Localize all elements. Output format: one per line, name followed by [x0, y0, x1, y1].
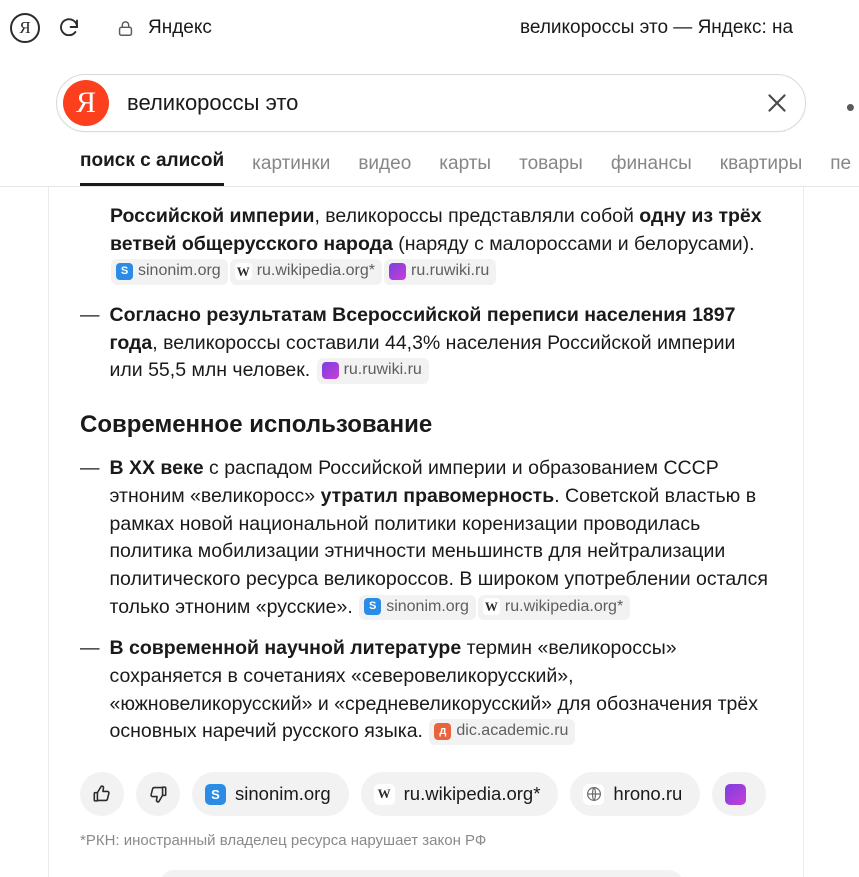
bullet-text [110, 455, 774, 621]
bullet-body-2: . Советской властью в рамках новой национальной политики коренизации проводилась политика мобилизации этничности меньшинств для нейтрализации политического ресурса великороссов. В широком употреблении остался только этноним «русские». [109, 484, 768, 618]
lock-icon [112, 15, 138, 41]
wikipedia-favicon-icon: W [484, 598, 498, 614]
source-button-wikipedia[interactable] [361, 772, 559, 816]
yandex-logo-icon: Я [63, 80, 109, 126]
close-icon[interactable] [757, 83, 797, 123]
list-item [80, 302, 773, 385]
tab-tovary[interactable]: товары [519, 153, 583, 174]
source-button-ruwiki[interactable] [712, 772, 766, 816]
thumbs-down-icon[interactable] [136, 772, 180, 816]
search-input[interactable] [109, 89, 757, 117]
sinonim-favicon-icon: S [364, 598, 381, 615]
tab-more[interactable]: пе [830, 153, 852, 174]
bullet-bold-xx: В XX веке [109, 457, 204, 480]
address-bar[interactable] [112, 15, 212, 41]
browser-tab-title[interactable]: великороссы это — Яндекс: на [520, 17, 794, 38]
bullet-text [110, 635, 774, 746]
content-area [0, 187, 859, 877]
wikipedia-favicon-icon: W [374, 784, 395, 805]
source-chip-label: sinonim.org [386, 597, 469, 615]
thumbs-up-icon[interactable] [80, 772, 124, 816]
search-box[interactable] [56, 74, 806, 132]
source-chip-label: ru.wikipedia.org* [504, 597, 624, 615]
source-button-label: hrono.ru [613, 783, 683, 804]
source-chip-wikipedia[interactable] [478, 595, 630, 621]
bullet-dash: — [80, 304, 100, 327]
bullet-dash: — [80, 637, 100, 660]
tab-karty[interactable]: карты [439, 153, 492, 174]
lead-tail-text: (наряду с малороссами и белорусами). [392, 232, 755, 255]
browser-toolbar [0, 0, 859, 56]
source-button-label: sinonim.org [235, 783, 331, 804]
lead-bold-empire: Российской империи [110, 205, 315, 227]
ruwiki-favicon-icon [389, 263, 406, 280]
left-rail [0, 187, 49, 877]
bullet-body-1: с распадом Российской империи и образованием СССР этноним «великоросс» [109, 457, 719, 507]
toolbar-left-controls [10, 13, 212, 43]
list-item [80, 635, 773, 746]
source-button-sinonim[interactable] [192, 772, 349, 816]
list-item [80, 455, 773, 621]
ruwiki-favicon-icon [725, 784, 746, 805]
bullet-bold: Согласно результатам Всероссийской переписи населения 1897 года [109, 304, 736, 354]
bullet-body: термин «великороссы» сохраняется в сочетаниях «северовеликорусский», «южновеликорусский» и «средневеликорусский» для обозначения трёх основных наречий русского языка. [109, 637, 758, 743]
source-chip-dic-academic[interactable] [429, 719, 575, 745]
lead-paragraph [110, 203, 773, 286]
source-chip-sinonim[interactable] [359, 595, 476, 621]
source-chip-ruwiki[interactable] [384, 259, 496, 285]
tab-poisk-s-alisoy[interactable]: поиск с алисой [80, 150, 224, 186]
tab-kvartiry[interactable]: квартиры [719, 153, 803, 174]
sinonim-favicon-icon: S [116, 263, 133, 280]
sinonim-favicon-icon: S [205, 784, 226, 805]
source-chip-label: ru.ruwiki.ru [410, 262, 490, 280]
source-chip-sinonim[interactable] [111, 259, 228, 285]
next-result-card-peek [160, 870, 683, 877]
tab-finansy[interactable]: финансы [610, 153, 692, 174]
bullet-body: , великороссы составили 44,3% населения Российской империи или 55,5 млн человек. [109, 331, 736, 382]
source-chip-label: dic.academic.ru [456, 722, 569, 740]
wikipedia-favicon-icon: W [236, 263, 250, 279]
source-button-label: ru.wikipedia.org* [403, 783, 541, 804]
source-chip-label: ru.wikipedia.org* [256, 262, 375, 280]
yandex-round-icon[interactable]: Я [10, 13, 40, 43]
dic-academic-favicon-icon: д [434, 723, 451, 740]
right-rail [805, 187, 859, 877]
answer-actions [80, 772, 773, 816]
reload-icon[interactable] [56, 15, 82, 41]
bullet-dash: — [80, 457, 100, 480]
search-extra-icon[interactable]: • [845, 92, 855, 122]
source-chip-wikipedia[interactable] [230, 259, 382, 285]
rkn-disclaimer: *РКН: иностранный владелец ресурса нарушает закон РФ [80, 832, 487, 849]
source-chip-ruwiki[interactable] [317, 358, 429, 384]
lead-mid-text: , великороссы представляли собой [314, 205, 640, 227]
site-name: Яндекс [148, 17, 212, 38]
alice-answer-card [50, 187, 804, 877]
hrono-favicon-icon [583, 784, 604, 805]
section-title: Современное использование [80, 411, 433, 439]
bullet-bold-modern: В современной научной литературе [109, 637, 462, 660]
tab-video[interactable]: видео [358, 153, 412, 174]
lead-bold-branches: одну из трёх ветвей общерусского народа [110, 205, 762, 255]
bullet-text [110, 302, 774, 385]
search-tabs [0, 132, 859, 187]
bullet-bold-legitimacy: утратил правомерность [320, 484, 555, 507]
source-chip-label: ru.ruwiki.ru [343, 361, 422, 379]
search-section [0, 56, 859, 132]
source-button-hrono[interactable] [570, 772, 700, 816]
source-chip-label: sinonim.org [138, 262, 221, 280]
tab-kartinki[interactable]: картинки [252, 153, 331, 174]
ruwiki-favicon-icon [322, 362, 339, 379]
